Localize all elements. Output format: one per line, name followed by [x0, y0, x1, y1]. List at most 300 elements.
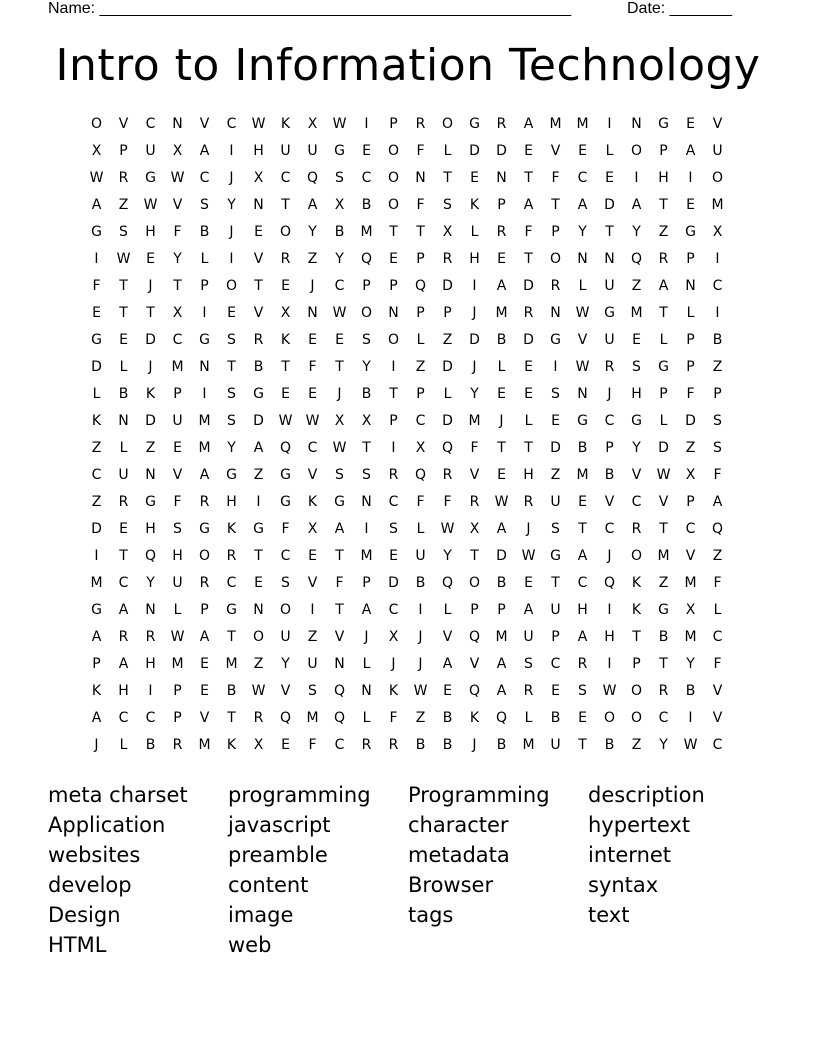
grid-letter: U	[172, 413, 183, 429]
grid-letter: R	[631, 521, 642, 537]
grid-row	[83, 705, 731, 732]
grid-letter: J	[94, 737, 99, 753]
grid-letter: P	[200, 278, 209, 294]
grid-letter: V	[685, 548, 696, 564]
grid-letter: B	[496, 575, 507, 591]
grid-letter: Z	[253, 467, 264, 483]
grid-letter: S	[119, 224, 128, 240]
grid-letter: Z	[91, 494, 102, 510]
grid-letter: Y	[632, 224, 641, 240]
grid-letter: A	[118, 602, 129, 618]
grid-letter: O	[198, 548, 211, 564]
grid-letter: N	[361, 683, 372, 699]
grid-letter: A	[496, 521, 507, 537]
word-list-item: Browser	[408, 873, 494, 897]
grid-letter: E	[281, 386, 290, 402]
grid-letter: E	[551, 413, 560, 429]
grid-letter: G	[658, 359, 669, 375]
grid-letter: F	[416, 143, 425, 159]
grid-letter: I	[607, 656, 612, 672]
grid-letter: R	[199, 494, 210, 510]
grid-letter: P	[416, 305, 425, 321]
grid-letter: C	[280, 170, 291, 186]
word-list-item: content	[228, 873, 309, 897]
grid-letter: P	[686, 494, 695, 510]
grid-letter: G	[91, 332, 102, 348]
grid-letter: K	[226, 737, 237, 753]
grid-letter: R	[388, 467, 399, 483]
grid-letter: G	[199, 332, 210, 348]
grid-letter: A	[523, 602, 534, 618]
grid-letter: T	[119, 305, 128, 321]
grid-letter: M	[468, 413, 481, 429]
grid-letter: M	[576, 467, 589, 483]
grid-letter: R	[523, 683, 534, 699]
grid-letter: P	[686, 332, 695, 348]
grid-row	[83, 624, 731, 651]
grid-letter: O	[387, 332, 400, 348]
grid-letter: X	[91, 143, 102, 159]
grid-letter: Q	[630, 251, 643, 267]
grid-letter: V	[307, 467, 318, 483]
grid-letter: B	[712, 332, 723, 348]
grid-letter: P	[551, 629, 560, 645]
grid-letter: A	[199, 467, 210, 483]
grid-letter: B	[442, 710, 453, 726]
grid-letter: L	[92, 386, 101, 402]
grid-letter: T	[281, 359, 290, 375]
grid-letter: S	[308, 683, 317, 699]
grid-letter: K	[631, 602, 642, 618]
grid-letter: V	[577, 332, 588, 348]
grid-letter: V	[199, 710, 210, 726]
grid-letter: B	[334, 224, 345, 240]
grid-letter: H	[253, 143, 264, 159]
grid-letter: C	[334, 737, 345, 753]
grid-letter: W	[683, 737, 698, 753]
grid-letter: J	[526, 521, 531, 537]
grid-letter: F	[524, 224, 533, 240]
grid-letter: A	[496, 278, 507, 294]
grid-letter: E	[497, 467, 506, 483]
grid-letter: T	[335, 602, 344, 618]
word-list-item: metadata	[408, 843, 510, 867]
grid-letter: W	[116, 251, 131, 267]
grid-letter: I	[202, 305, 207, 321]
grid-letter: N	[361, 494, 372, 510]
grid-letter: G	[469, 116, 480, 132]
grid-letter: R	[226, 548, 237, 564]
grid-letter: T	[578, 737, 587, 753]
grid-letter: T	[254, 548, 263, 564]
grid-letter: V	[334, 629, 345, 645]
grid-letter: Y	[335, 251, 344, 267]
grid-letter: T	[389, 224, 398, 240]
grid-letter: H	[145, 224, 156, 240]
puzzle-title: Intro to Information Technology	[55, 40, 761, 91]
grid-letter: S	[389, 521, 398, 537]
grid-letter: N	[307, 305, 318, 321]
grid-letter: V	[172, 467, 183, 483]
grid-letter: C	[577, 170, 588, 186]
grid-letter: R	[442, 467, 453, 483]
grid-letter: Y	[173, 251, 182, 267]
grid-letter: F	[713, 575, 722, 591]
grid-letter: B	[199, 224, 210, 240]
grid-letter: T	[578, 521, 587, 537]
grid-row	[83, 327, 731, 354]
grid-letter: G	[226, 467, 237, 483]
grid-letter: A	[658, 278, 669, 294]
grid-letter: R	[253, 332, 264, 348]
grid-letter: C	[712, 278, 723, 294]
grid-letter: U	[118, 467, 129, 483]
grid-letter: U	[523, 629, 534, 645]
grid-letter: P	[416, 251, 425, 267]
grid-letter: A	[118, 656, 129, 672]
grid-row	[83, 381, 731, 408]
grid-letter: E	[632, 332, 641, 348]
grid-letter: T	[659, 305, 668, 321]
grid-letter: G	[91, 224, 102, 240]
grid-letter: E	[254, 575, 263, 591]
grid-row	[83, 165, 731, 192]
grid-letter: E	[578, 494, 587, 510]
grid-letter: T	[551, 197, 560, 213]
grid-letter: G	[145, 170, 156, 186]
grid-letter: E	[497, 386, 506, 402]
grid-letter: I	[256, 494, 261, 510]
grid-letter: Q	[414, 467, 427, 483]
grid-letter: A	[334, 521, 345, 537]
grid-letter: F	[389, 710, 398, 726]
grid-letter: U	[307, 143, 318, 159]
grid-letter: L	[119, 359, 128, 375]
grid-letter: U	[280, 143, 291, 159]
grid-letter: U	[604, 278, 615, 294]
grid-letter: N	[253, 602, 264, 618]
grid-letter: B	[361, 197, 372, 213]
grid-letter: T	[119, 548, 128, 564]
grid-letter: X	[685, 602, 696, 618]
grid-letter: L	[200, 251, 209, 267]
grid-letter: X	[172, 305, 183, 321]
grid-letter: U	[145, 143, 156, 159]
grid-letter: C	[415, 413, 426, 429]
grid-letter: T	[470, 548, 479, 564]
grid-letter: X	[280, 305, 291, 321]
grid-letter: J	[229, 170, 234, 186]
grid-letter: X	[712, 224, 723, 240]
grid-letter: O	[630, 548, 643, 564]
grid-letter: W	[143, 197, 158, 213]
grid-letter: Y	[362, 359, 371, 375]
grid-row	[83, 300, 731, 327]
grid-letter: N	[388, 305, 399, 321]
word-list-item: hypertext	[588, 813, 691, 837]
grid-letter: I	[688, 170, 693, 186]
grid-letter: K	[91, 413, 102, 429]
grid-letter: M	[522, 737, 535, 753]
grid-letter: L	[686, 305, 695, 321]
grid-letter: A	[631, 197, 642, 213]
grid-letter: S	[281, 575, 290, 591]
grid-letter: W	[251, 683, 266, 699]
grid-letter: M	[495, 305, 508, 321]
word-list-item: tags	[408, 903, 454, 927]
grid-letter: T	[389, 386, 398, 402]
grid-letter: A	[253, 440, 264, 456]
grid-letter: E	[389, 548, 398, 564]
grid-letter: S	[227, 332, 236, 348]
grid-row	[83, 273, 731, 300]
grid-letter: A	[91, 197, 102, 213]
grid-letter: P	[389, 413, 398, 429]
grid-letter: A	[712, 494, 723, 510]
grid-letter: H	[145, 521, 156, 537]
word-list-item: HTML	[48, 933, 107, 957]
grid-letter: E	[335, 332, 344, 348]
grid-letter: A	[577, 629, 588, 645]
grid-letter: C	[307, 440, 318, 456]
word-list-item: javascript	[228, 813, 331, 837]
grid-letter: T	[173, 278, 182, 294]
grid-letter: L	[497, 359, 506, 375]
grid-letter: B	[415, 575, 426, 591]
grid-letter: P	[497, 602, 506, 618]
grid-letter: L	[362, 710, 371, 726]
grid-letter: G	[658, 116, 669, 132]
grid-letter: L	[713, 602, 722, 618]
grid-letter: D	[388, 575, 399, 591]
grid-letter: Q	[495, 710, 508, 726]
grid-letter: N	[496, 170, 507, 186]
grid-letter: A	[307, 197, 318, 213]
grid-letter: Y	[470, 386, 479, 402]
grid-letter: Q	[333, 683, 346, 699]
grid-letter: T	[335, 359, 344, 375]
grid-letter: G	[685, 224, 696, 240]
grid-letter: D	[145, 413, 156, 429]
grid-letter: D	[442, 413, 453, 429]
grid-letter: C	[172, 332, 183, 348]
grid-letter: D	[442, 278, 453, 294]
grid-letter: O	[279, 224, 292, 240]
grid-letter: S	[713, 413, 722, 429]
grid-letter: R	[415, 116, 426, 132]
grid-letter: P	[659, 386, 668, 402]
grid-letter: Y	[227, 440, 236, 456]
word-list-item: text	[588, 903, 630, 927]
grid-letter: A	[91, 710, 102, 726]
grid-letter: O	[630, 683, 643, 699]
grid-letter: U	[550, 494, 561, 510]
grid-letter: I	[634, 170, 639, 186]
grid-letter: G	[658, 602, 669, 618]
grid-letter: H	[631, 386, 642, 402]
grid-letter: B	[577, 440, 588, 456]
grid-letter: Y	[443, 548, 452, 564]
grid-letter: V	[631, 467, 642, 483]
grid-letter: A	[361, 602, 372, 618]
grid-letter: O	[90, 116, 103, 132]
grid-letter: C	[604, 521, 615, 537]
grid-letter: E	[308, 548, 317, 564]
grid-letter: P	[686, 359, 695, 375]
grid-letter: E	[227, 305, 236, 321]
grid-letter: E	[281, 278, 290, 294]
grid-letter: S	[443, 197, 452, 213]
grid-letter: W	[332, 305, 347, 321]
grid-letter: X	[442, 224, 453, 240]
grid-letter: K	[388, 683, 399, 699]
grid-letter: R	[658, 683, 669, 699]
grid-letter: R	[361, 737, 372, 753]
grid-letter: D	[523, 332, 534, 348]
grid-letter: S	[551, 521, 560, 537]
grid-letter: N	[334, 656, 345, 672]
grid-letter: Q	[468, 629, 481, 645]
grid-letter: Q	[711, 521, 724, 537]
grid-letter: Q	[333, 710, 346, 726]
grid-letter: D	[496, 143, 507, 159]
grid-letter: E	[686, 116, 695, 132]
grid-letter: P	[119, 143, 128, 159]
grid-letter: C	[712, 737, 723, 753]
grid-letter: C	[118, 575, 129, 591]
grid-letter: X	[334, 413, 345, 429]
grid-letter: O	[630, 710, 643, 726]
grid-letter: C	[118, 710, 129, 726]
grid-letter: R	[172, 737, 183, 753]
grid-letter: I	[94, 251, 99, 267]
grid-letter: F	[308, 737, 317, 753]
grid-letter: G	[334, 494, 345, 510]
grid-letter: W	[278, 413, 293, 429]
grid-letter: T	[254, 278, 263, 294]
grid-letter: S	[335, 467, 344, 483]
grid-letter: B	[604, 467, 615, 483]
grid-letter: E	[524, 575, 533, 591]
grid-letter: F	[308, 359, 317, 375]
grid-letter: R	[523, 305, 534, 321]
grid-letter: E	[497, 251, 506, 267]
grid-letter: L	[524, 413, 533, 429]
grid-letter: G	[550, 332, 561, 348]
grid-letter: C	[145, 116, 156, 132]
grid-letter: C	[388, 602, 399, 618]
grid-letter: X	[307, 116, 318, 132]
grid-letter: K	[469, 197, 480, 213]
word-list-item: develop	[48, 873, 132, 897]
grid-letter: T	[659, 197, 668, 213]
grid-letter: L	[659, 413, 668, 429]
grid-letter: C	[361, 170, 372, 186]
grid-letter: Z	[145, 440, 156, 456]
grid-letter: E	[119, 521, 128, 537]
grid-letter: H	[577, 602, 588, 618]
grid-letter: B	[658, 629, 669, 645]
grid-letter: C	[226, 116, 237, 132]
grid-letter: E	[551, 683, 560, 699]
grid-letter: A	[523, 197, 534, 213]
grid-letter: W	[602, 683, 617, 699]
grid-letter: T	[227, 629, 236, 645]
grid-letter: E	[200, 656, 209, 672]
grid-letter: S	[551, 386, 560, 402]
grid-letter: T	[497, 440, 506, 456]
grid-letter: S	[578, 683, 587, 699]
grid-letter: R	[118, 629, 129, 645]
grid-letter: U	[172, 575, 183, 591]
grid-letter: D	[496, 548, 507, 564]
grid-letter: O	[549, 251, 562, 267]
grid-letter: S	[335, 170, 344, 186]
grid-letter: L	[443, 602, 452, 618]
grid-letter: A	[685, 143, 696, 159]
worksheet-header	[48, 0, 748, 18]
grid-letter: G	[280, 467, 291, 483]
grid-letter: D	[523, 278, 534, 294]
grid-letter: L	[443, 143, 452, 159]
grid-letter: U	[550, 737, 561, 753]
grid-letter: Y	[227, 197, 236, 213]
grid-letter: Z	[550, 467, 561, 483]
grid-letter: Q	[468, 683, 481, 699]
grid-letter: T	[146, 305, 155, 321]
grid-row	[83, 246, 731, 273]
word-list-item: web	[228, 933, 272, 957]
grid-letter: C	[199, 170, 210, 186]
grid-letter: M	[90, 575, 103, 591]
grid-letter: P	[92, 656, 101, 672]
grid-letter: C	[550, 656, 561, 672]
grid-letter: L	[416, 521, 425, 537]
grid-letter: D	[550, 440, 561, 456]
grid-letter: G	[199, 521, 210, 537]
grid-letter: O	[387, 170, 400, 186]
grid-letter: I	[391, 440, 396, 456]
grid-letter: R	[118, 494, 129, 510]
grid-letter: T	[524, 170, 533, 186]
grid-letter: I	[418, 602, 423, 618]
grid-row	[83, 678, 731, 705]
grid-letter: T	[335, 548, 344, 564]
grid-letter: I	[607, 116, 612, 132]
grid-letter: E	[524, 386, 533, 402]
grid-letter: Q	[360, 251, 373, 267]
grid-letter: W	[494, 494, 509, 510]
word-list-item: preamble	[228, 843, 328, 867]
grid-letter: F	[416, 494, 425, 510]
grid-letter: J	[472, 305, 477, 321]
grid-letter: O	[252, 629, 265, 645]
grid-letter: K	[226, 521, 237, 537]
grid-letter: X	[685, 467, 696, 483]
grid-letter: W	[521, 548, 536, 564]
grid-letter: J	[472, 737, 477, 753]
grid-letter: Z	[631, 737, 642, 753]
grid-letter: Q	[414, 278, 427, 294]
grid-letter: Y	[308, 224, 317, 240]
grid-letter: I	[364, 116, 369, 132]
grid-letter: S	[173, 521, 182, 537]
grid-letter: L	[524, 710, 533, 726]
grid-letter: P	[632, 656, 641, 672]
grid-letter: N	[199, 359, 210, 375]
grid-letter: E	[524, 143, 533, 159]
grid-letter: T	[281, 197, 290, 213]
